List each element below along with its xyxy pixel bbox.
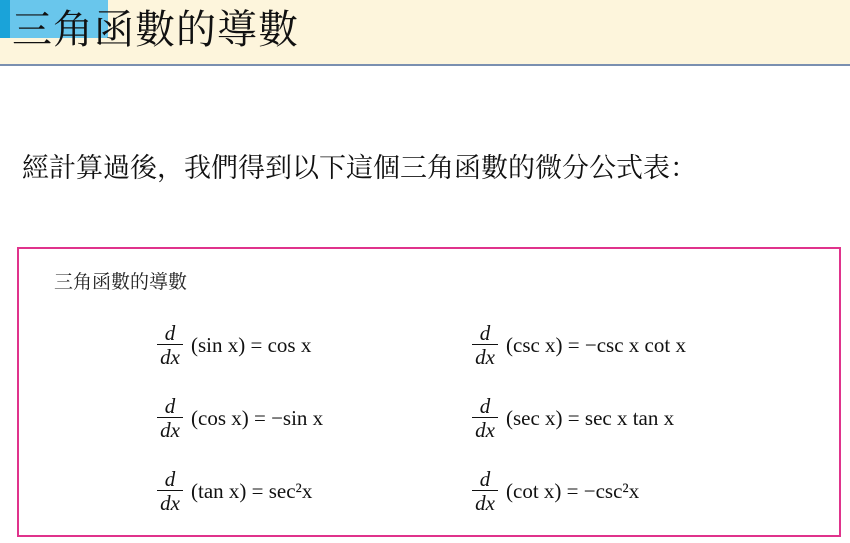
box-heading: 三角函數的導數 xyxy=(54,271,188,293)
derivative-numerator: d xyxy=(164,466,176,491)
derivative-numerator: d xyxy=(479,393,491,418)
derivative-operator xyxy=(472,322,498,369)
title-bar xyxy=(0,0,850,66)
derivative-numerator: d xyxy=(479,466,491,491)
intro-text: 經計算過後，我們得到以下這個三角函數的微分公式表： xyxy=(22,153,697,184)
derivative-denominator: dx xyxy=(160,417,180,442)
derivative-numerator: d xyxy=(164,320,176,345)
formula-cos xyxy=(157,388,323,448)
page-title: 三角函數的導數 xyxy=(12,7,299,53)
derivative-operator xyxy=(472,395,498,442)
formula-cot xyxy=(472,461,639,521)
derivative-operator xyxy=(157,395,183,442)
derivative-denominator: dx xyxy=(160,490,180,515)
formula-expression: (cos x) = −sin x xyxy=(191,406,324,430)
formula-expression: (sec x) = sec x tan x xyxy=(506,406,675,430)
derivative-operator xyxy=(157,468,183,515)
derivative-numerator: d xyxy=(479,320,491,345)
formula-tan xyxy=(157,461,312,521)
derivative-numerator: d xyxy=(164,393,176,418)
derivative-formula-box xyxy=(17,247,841,537)
derivative-denominator: dx xyxy=(475,417,495,442)
formula-sec xyxy=(472,388,674,448)
formula-expression: (cot x) = −csc²x xyxy=(506,479,640,503)
formula-expression: (csc x) = −csc x cot x xyxy=(506,333,686,357)
derivative-denominator: dx xyxy=(475,490,495,515)
formula-sin xyxy=(157,315,311,375)
formula-expression: (sin x) = cos x xyxy=(191,333,312,357)
derivative-denominator: dx xyxy=(160,344,180,369)
title-accent-block xyxy=(0,0,10,38)
formula-csc xyxy=(472,315,686,375)
formula-expression: (tan x) = sec²x xyxy=(191,479,313,503)
derivative-denominator: dx xyxy=(475,344,495,369)
derivative-operator xyxy=(157,322,183,369)
derivative-operator xyxy=(472,468,498,515)
